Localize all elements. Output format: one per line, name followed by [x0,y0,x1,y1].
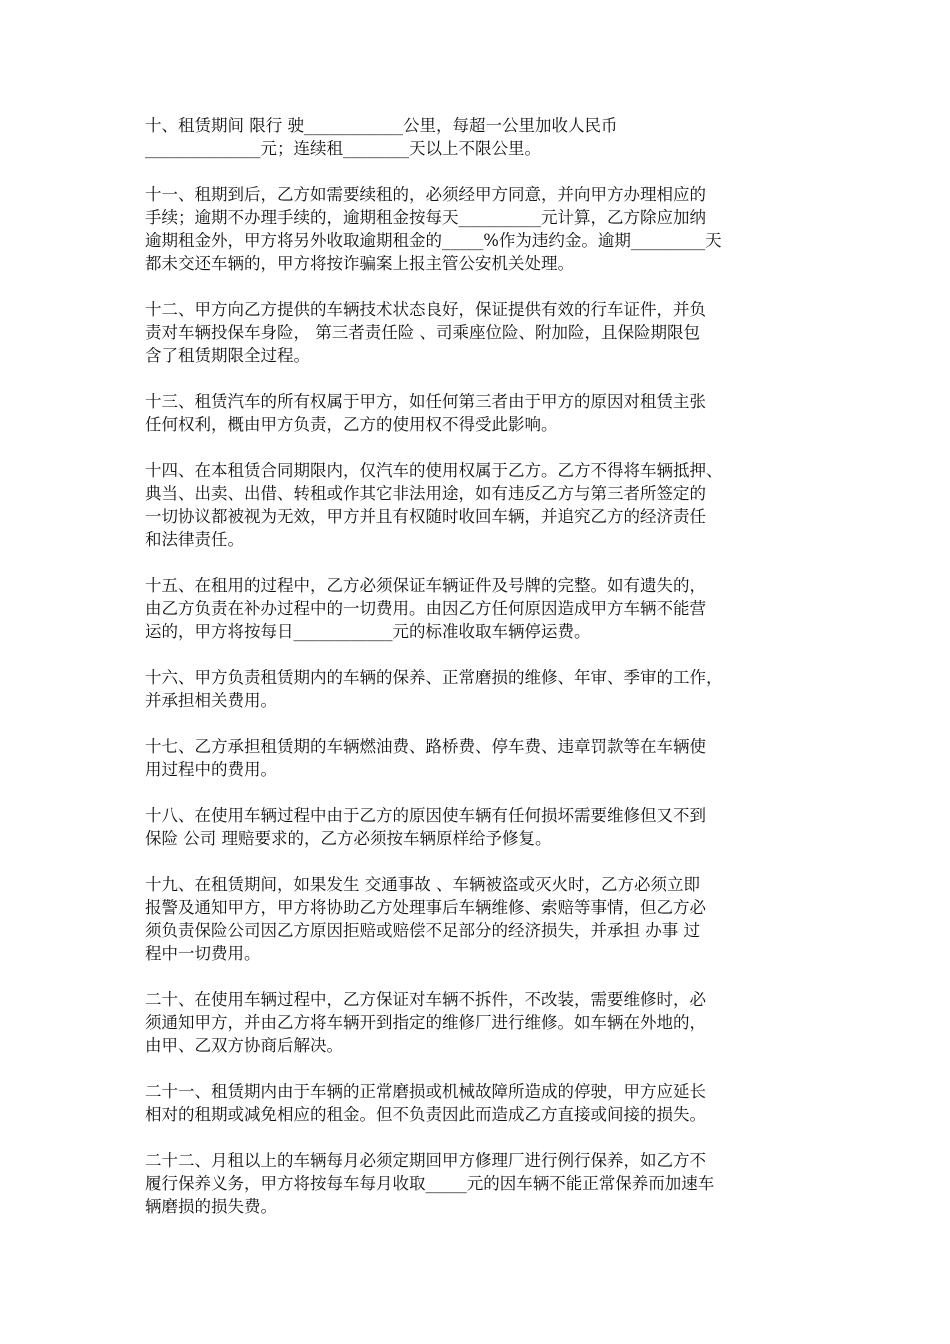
clause-line: 二十、在使用车辆过程中，乙方保证对车辆不拆件，不改装，需要维修时，必 [145,990,706,1009]
clause-line: 含了租赁期限全过程。 [145,346,310,365]
clause-paragraph [145,988,810,1057]
clause-paragraph [145,735,810,781]
clause-line: 责对车辆投保车身险， 第三者责任险 、司乘座位险、附加险，且保险期限包 [145,323,700,342]
clause-line: 用过程中的费用。 [145,760,277,779]
clause-paragraph [145,459,810,551]
clause-paragraph [145,390,810,436]
clause-paragraph [145,298,810,367]
clause-line: 一切协议都被视为无效，甲方并且有权随时收回车辆，并追究乙方的经济责任 [145,507,706,526]
clause-paragraph [145,804,810,850]
clause-line: 相对的租期或减免相应的租金。但不负责因此而造成乙方直接或间接的损失。 [145,1105,706,1124]
contract-body [145,114,810,1241]
clause-line: 运的，甲方将按每日____________元的标准收取车辆停运费。 [145,622,591,641]
clause-line: 报警及通知甲方，甲方将协助乙方处理事后车辆维修、索赔等事情，但乙方必 [145,898,706,917]
clause-line: 十三、租赁汽车的所有权属于甲方，如任何第三者由于甲方的原因对租赁主张 [145,392,706,411]
clause-line: 由乙方负责在补办过程中的一切费用。由因乙方任何原因造成甲方车辆不能营 [145,599,706,618]
clause-line: 须通知甲方，并由乙方将车辆开到指定的维修厂进行维修。如车辆在外地的， [145,1013,706,1032]
clause-line: 程中一切费用。 [145,944,261,963]
clause-line: ______________元；连续租________天以上不限公里。 [145,139,541,158]
clause-paragraph [145,183,810,275]
clause-paragraph [145,1080,810,1126]
clause-line: 十五、在租用的过程中，乙方必须保证车辆证件及号牌的完整。如有遗失的， [145,576,706,595]
clause-line: 二十一、租赁期内由于车辆的正常磨损或机械故障所造成的停驶，甲方应延长 [145,1082,706,1101]
clause-line: 十八、在使用车辆过程中由于乙方的原因使车辆有任何损坏需要维修但又不到 [145,806,706,825]
clause-line: 并承担相关费用。 [145,691,277,710]
clause-line: 手续；逾期不办理手续的，逾期租金按每天__________元计算，乙方除应加纳 [145,208,706,227]
clause-line: 和法律责任。 [145,530,244,549]
clause-line: 十四、在本租赁合同期限内，仅汽车的使用权属于乙方。乙方不得将车辆抵押、 [145,461,723,480]
clause-line: 二十二、月租以上的车辆每月必须定期回甲方修理厂进行例行保养，如乙方不 [145,1151,706,1170]
clause-line: 十二、甲方向乙方提供的车辆技术状态良好，保证提供有效的行车证件，并负 [145,300,706,319]
clause-line: 典当、出卖、出借、转租或作其它非法用途，如有违反乙方与第三者所签定的 [145,484,706,503]
clause-line: 辆磨损的损失费。 [145,1197,277,1216]
clause-line: 十、租赁期间 限行 驶____________公里，每超一公里加收人民币 [145,116,618,135]
clause-line: 任何权利，概由甲方负责，乙方的使用权不得受此影响。 [145,415,558,434]
clause-line: 逾期租金外，甲方将另外收取逾期租金的_____%作为违约金。逾期_________天 [145,231,722,250]
clause-line: 十一、租期到后，乙方如需要续租的，必须经甲方同意，并向甲方办理相应的 [145,185,706,204]
clause-line: 须负责保险公司因乙方原因拒赔或赔偿不足部分的经济损失，并承担 办事 过 [145,921,700,940]
clause-paragraph [145,1149,810,1218]
clause-line: 由甲、乙双方协商后解决。 [145,1036,343,1055]
clause-line: 十七、乙方承担租赁期的车辆燃油费、路桥费、停车费、违章罚款等在车辆使 [145,737,706,756]
clause-paragraph [145,574,810,643]
clause-paragraph [145,666,810,712]
clause-paragraph [145,873,810,965]
clause-line: 履行保养义务，甲方将按每车每月收取_____元的因车辆不能正常保养而加速车 [145,1174,715,1193]
clause-paragraph [145,114,810,160]
clause-line: 都未交还车辆的，甲方将按诈骗案上报主管公安机关处理。 [145,254,574,273]
clause-line: 十六、甲方负责租赁期内的车辆的保养、正常磨损的维修、年审、季审的工作， [145,668,723,687]
clause-line: 十九、在租赁期间，如果发生 交通事故 、车辆被盗或灭火时，乙方必须立即 [145,875,700,894]
clause-line: 保险 公司 理赔要求的，乙方必须按车辆原样给予修复。 [145,829,552,848]
